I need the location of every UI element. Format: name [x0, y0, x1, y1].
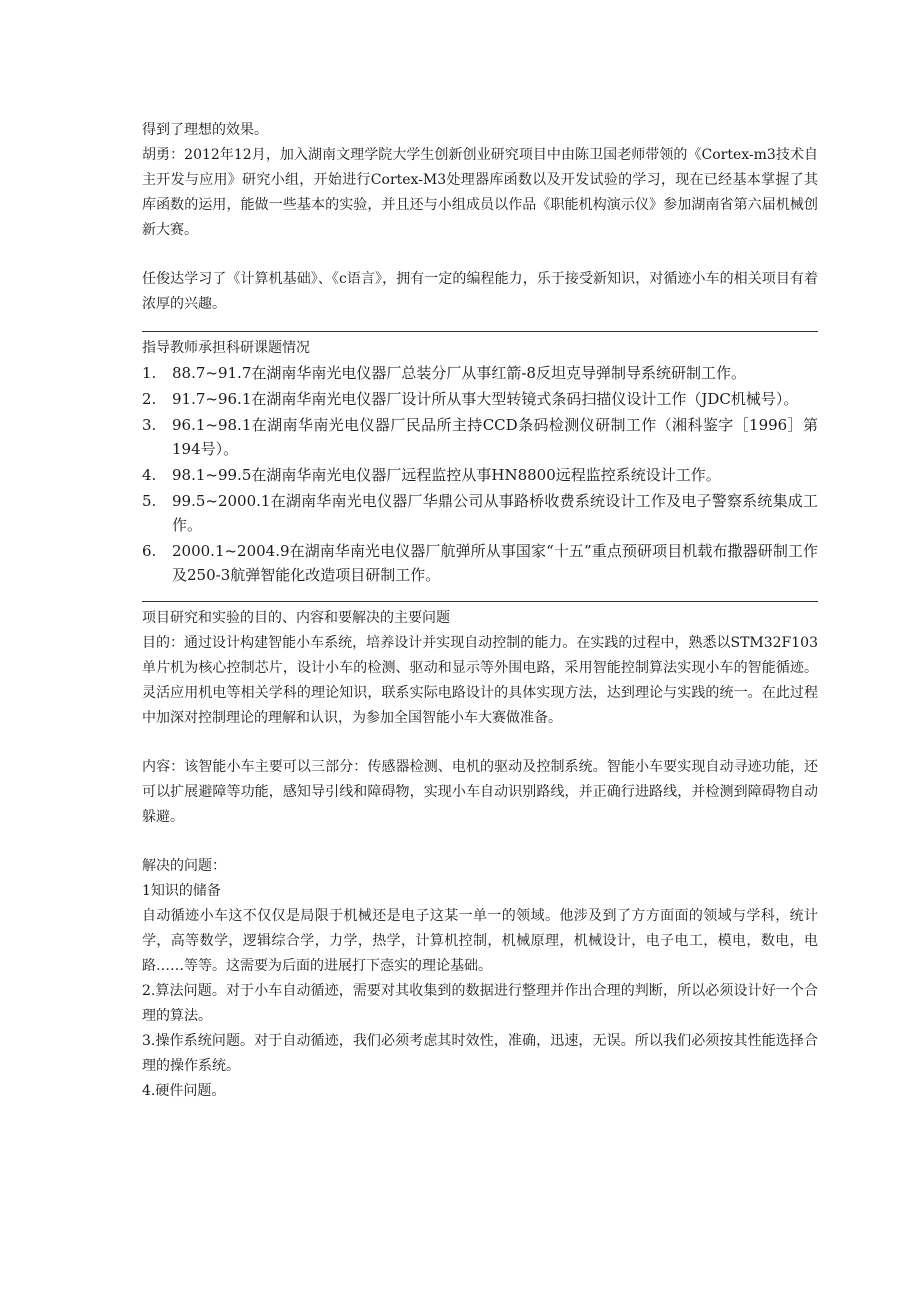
content-paragraph: 内容：该智能小车主要可以三部分：传感器检测、电机的驱动及控制系统。智能小车要实现自动寻迹功能，还可以扩展避障等功能，感知导引线和障碍物，实现小车自动识别路线，并正确行进路线，并检测到障碍物自动躲避。 [142, 759, 818, 825]
list-number: 6. [142, 542, 157, 560]
teacher-project-list [142, 361, 818, 587]
list-item [142, 539, 818, 587]
list-number: 1. [142, 364, 157, 382]
list-number: 5. [142, 492, 157, 510]
list-item [142, 489, 818, 537]
problems-title: 解决的问题： [142, 858, 226, 874]
problem-4: 4.硬件问题。 [142, 1083, 226, 1099]
list-text: 2000.1~2004.9在湖南华南光电仪器厂航弹所从事国家“十五”重点预研项目机载布撒器研制工作及250-3航弹智能化改造项目研制工作。 [172, 542, 818, 584]
teacher-section-title: 指导教师承担科研课题情况 [142, 340, 310, 356]
hu-yong-paragraph: 胡勇：2012年12月，加入湖南文理学院大学生创新创业研究项目中由陈卫国老师带领的《Cortex-m3技术自主开发与应用》研究小组，开始进行Cortex-M3处理器库函数以及开发试验的学习，现在已经基本掌握了其库函数的运用，能做一些基本的实验，并且还与小组成员以作品《职能机构演示仪》参加湖南省第六届机械创新大赛。 [142, 147, 818, 238]
list-text: 99.5~2000.1在湖南华南光电仪器厂华鼎公司从事路桥收费系统设计工作及电子警察系统集成工作。 [172, 492, 818, 534]
document-page [142, 118, 818, 1104]
list-number: 2. [142, 390, 157, 408]
purpose-paragraph: 目的：通过设计构建智能小车系统，培养设计并实现自动控制的能力。在实践的过程中，熟悉以STM32F103单片机为核心控制芯片，设计小车的检测、驱动和显示等外围电路，采用智能控制算法实现小车的智能循迹。灵活应用机电等相关学科的理论知识，联系实际电路设计的具体实现方法，达到理论与实践的统一。在此过程中加深对控制理论的理解和认识，为参加全国智能小车大赛做准备。 [142, 635, 818, 726]
list-item [142, 361, 818, 385]
list-text: 88.7~91.7在湖南华南光电仪器厂总装分厂从事红箭-8反坦克导弹制导系统研制工作。 [172, 364, 746, 382]
problem-2: 2.算法问题。对于小车自动循迹，需要对其收集到的数据进行整理并作出合理的判断，所以必须设计好一个合理的算法。 [142, 983, 818, 1024]
list-number: 3. [142, 416, 157, 434]
list-number: 4. [142, 466, 157, 484]
list-item [142, 413, 818, 461]
problem-3: 3.操作系统问题。对于自动循迹，我们必须考虑其时效性，准确，迅速，无误。所以我们必须按其性能选择合理的操作系统。 [142, 1033, 818, 1074]
list-text: 98.1~99.5在湖南华南光电仪器厂远程监控从事HN8800远程监控系统设计工作。 [172, 466, 721, 484]
problem-1-text: 自动循迹小车这不仅仅是局限于机械还是电子这某一单一的领域。他涉及到了方方面面的领域与学科，统计学，高等数学，逻辑综合学，力学，热学，计算机控制，机械原理，机械设计，电子电工，模电，数电，电路……等等。这需要为后面的进展打下悫实的理论基础。 [142, 908, 818, 974]
section-divider [142, 601, 818, 602]
project-section-title: 项目研究和实验的目的、内容和要解决的主要问题 [142, 610, 450, 626]
section-divider [142, 331, 818, 332]
problem-1-title: 1知识的储备 [142, 883, 221, 899]
list-text: 96.1~98.1在湖南华南光电仪器厂民品所主持CCD条码检测仪研制工作（湘科鉴字［1996］第194号）。 [172, 416, 818, 458]
list-item [142, 463, 818, 487]
intro-line: 得到了理想的效果。 [142, 122, 268, 138]
ren-junda-paragraph: 任俊达学习了《计算机基础》、《c语言》，拥有一定的编程能力，乐于接受新知识，对循迹小车的相关项目有着浓厚的兴趣。 [142, 271, 818, 312]
list-item [142, 387, 818, 411]
list-text: 91.7~96.1在湖南华南光电仪器厂设计所从事大型转镜式条码扫描仪设计工作（JDC机械号）。 [172, 390, 799, 408]
